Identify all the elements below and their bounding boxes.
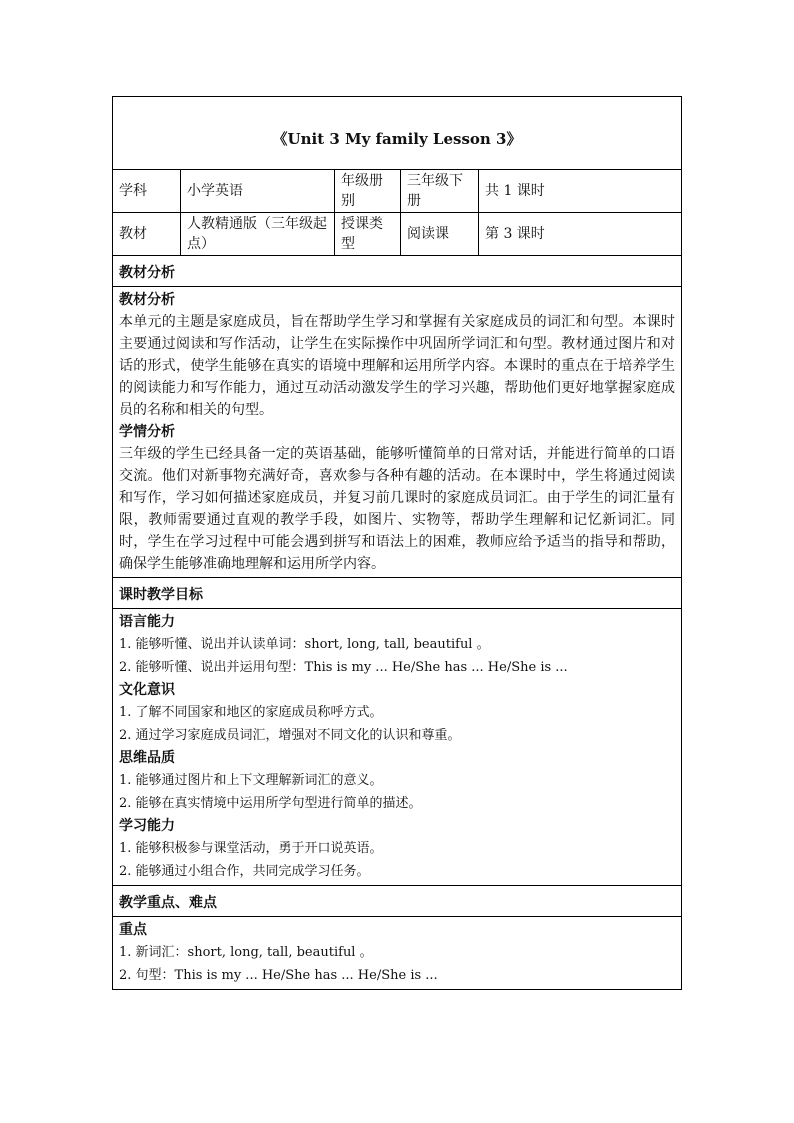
key-points-heading: 教学重点、难点 [113,886,682,917]
textbook-analysis-subheading: 教材分析 [119,292,175,308]
learning-ability-subheading: 学习能力 [119,818,175,834]
objective-item: 2. 能够在真实情境中运用所学句型进行简单的描述。 [119,796,422,811]
objective-item: 1. 能够听懂、说出并认读单词：short, long, tall, beautiful 。 [119,637,490,652]
textbook-label: 教材 [113,213,181,256]
focus-item: 2. 句型：This is my ... He/She has ... He/She is ... [119,968,438,983]
objective-item: 2. 通过学习家庭成员词汇，增强对不同文化的认识和尊重。 [119,728,461,743]
analysis-heading: 教材分析 [113,256,682,287]
thinking-subheading: 思维品质 [119,750,175,766]
textbook-value: 人教精通版（三年级起点） [181,213,335,256]
objectives-body [113,609,682,886]
student-analysis-subheading: 学情分析 [119,424,175,440]
lesson-number-value: 第 3 课时 [479,213,682,256]
language-ability-subheading: 语言能力 [119,614,175,630]
objective-item: 1. 了解不同国家和地区的家庭成员称呼方式。 [119,705,383,720]
culture-subheading: 文化意识 [119,682,175,698]
type-label: 授课类型 [335,213,401,256]
subject-value: 小学英语 [181,170,335,213]
objective-item: 1. 能够通过图片和上下文理解新词汇的意义。 [119,773,383,788]
hours-value: 共 1 课时 [479,170,682,213]
key-points-body [113,917,682,990]
lesson-plan-document [112,96,681,990]
student-analysis-text: 三年级的学生已经具备一定的英语基础，能够听懂简单的日常对话，并能进行简单的口语交流。他们对新事物充满好奇，喜欢参与各种有趣的活动。在本课时中，学生将通过阅读和写作，学习如何描述家庭成员，并复习前几课时的家庭成员词汇。由于学生的词汇量有限，教师需要通过直观的教学手段，如图片、实物等，帮助学生理解和记忆新词汇。同时，学生在学习过程中可能会遇到拼写和语法上的困难，教师应给予适当的指导和帮助，确保学生能够准确地理解和运用所学内容。 [119,446,676,572]
analysis-body [113,287,682,578]
lesson-plan-table [112,96,682,990]
objective-item: 1. 能够积极参与课堂活动，勇于开口说英语。 [119,841,383,856]
objective-item: 2. 能够听懂、说出并运用句型：This is my ... He/She has ... He/She is ... [119,660,568,675]
focus-item: 1. 新词汇：short, long, tall, beautiful 。 [119,945,373,960]
focus-subheading: 重点 [119,922,147,938]
lesson-title: 《Unit 3 My family Lesson 3》 [113,97,682,170]
grade-value: 三年级下册 [401,170,479,213]
type-value: 阅读课 [401,213,479,256]
objective-item: 2. 能够通过小组合作，共同完成学习任务。 [119,864,370,879]
textbook-analysis-text: 本单元的主题是家庭成员，旨在帮助学生学习和掌握有关家庭成员的词汇和句型。本课时主要通过阅读和写作活动，让学生在实际操作中巩固所学词汇和句型。教材通过图片和对话的形式，使学生能够在真实的语境中理解和运用所学内容。本课时的重点在于培养学生的阅读能力和写作能力，通过互动活动激发学生的学习兴趣，帮助他们更好地掌握家庭成员的名称和相关的句型。 [119,314,676,418]
objectives-heading: 课时教学目标 [113,578,682,609]
subject-label: 学科 [113,170,181,213]
grade-label: 年级册别 [335,170,401,213]
